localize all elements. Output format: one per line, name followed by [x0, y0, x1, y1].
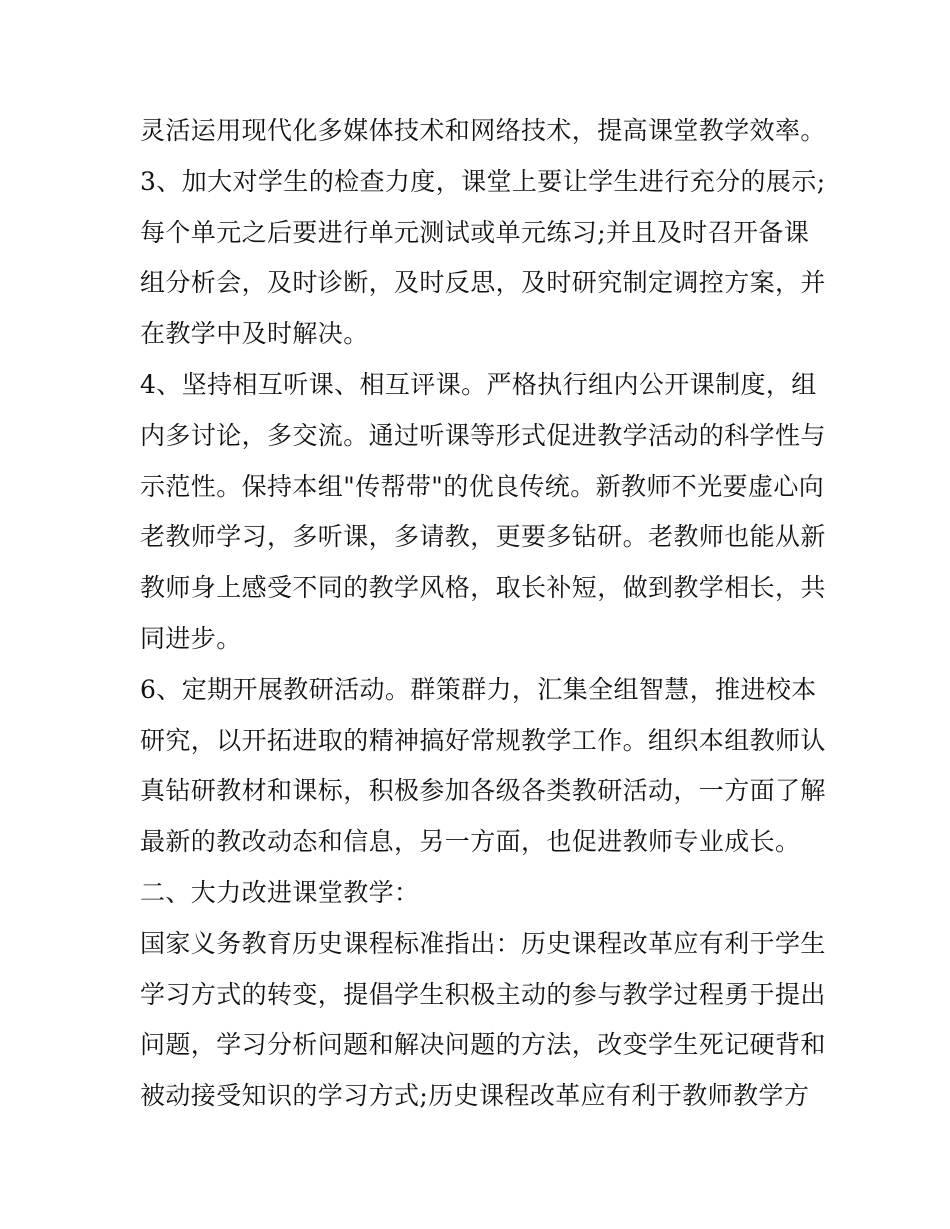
text-line: 教师身上感受不同的教学风格，取长补短，做到教学相长，共 [140, 573, 826, 603]
text-line: 3、加大对学生的检查力度，课堂上要让学生进行充分的展示; [140, 166, 826, 196]
text-line: 研究，以开拓进取的精神搞好常规教学工作。组织本组教师认 [140, 725, 826, 755]
text-line: 被动接受知识的学习方式;历史课程改革应有利于教师教学方 [140, 1081, 810, 1111]
text-line: 真钻研教材和课标，积极参加各级各类教研活动，一方面了解 [140, 776, 826, 806]
text-line: 学习方式的转变，提倡学生积极主动的参与教学过程勇于提出 [140, 979, 826, 1009]
text-line: 4、坚持相互听课、相互评课。严格执行组内公开课制度，组 [140, 369, 817, 399]
text-line: 内多讨论，多交流。通过听课等形式促进教学活动的科学性与 [140, 420, 826, 450]
text-line: 每个单元之后要进行单元测试或单元练习;并且及时召开备课 [140, 217, 810, 247]
text-line: 示范性。保持本组"传帮带"的优良传统。新教师不光要虚心向 [140, 471, 825, 501]
body-text [140, 106, 826, 1122]
text-line: 灵活运用现代化多媒体技术和网络技术，提高课堂教学效率。 [140, 116, 826, 145]
text-line: 同进步。 [140, 623, 242, 653]
text-line: 在教学中及时解决。 [140, 319, 369, 349]
section-heading: 二、大力改进课堂教学： [140, 877, 420, 907]
text-line: 最新的教改动态和信息，另一方面，也促进教师专业成长。 [140, 827, 801, 857]
text-line: 组分析会，及时诊断，及时反思，及时研究制定调控方案，并 [140, 268, 826, 298]
text-line: 老教师学习，多听课，多请教，更要多钻研。老教师也能从新 [140, 522, 826, 552]
text-line: 6、定期开展教研活动。群策群力，汇集全组智慧，推进校本 [140, 674, 817, 704]
text-line: 国家义务教育历史课程标准指出：历史课程改革应有利于学生 [140, 928, 826, 958]
text-line: 问题，学习分析问题和解决问题的方法，改变学生死记硬背和 [140, 1030, 826, 1060]
